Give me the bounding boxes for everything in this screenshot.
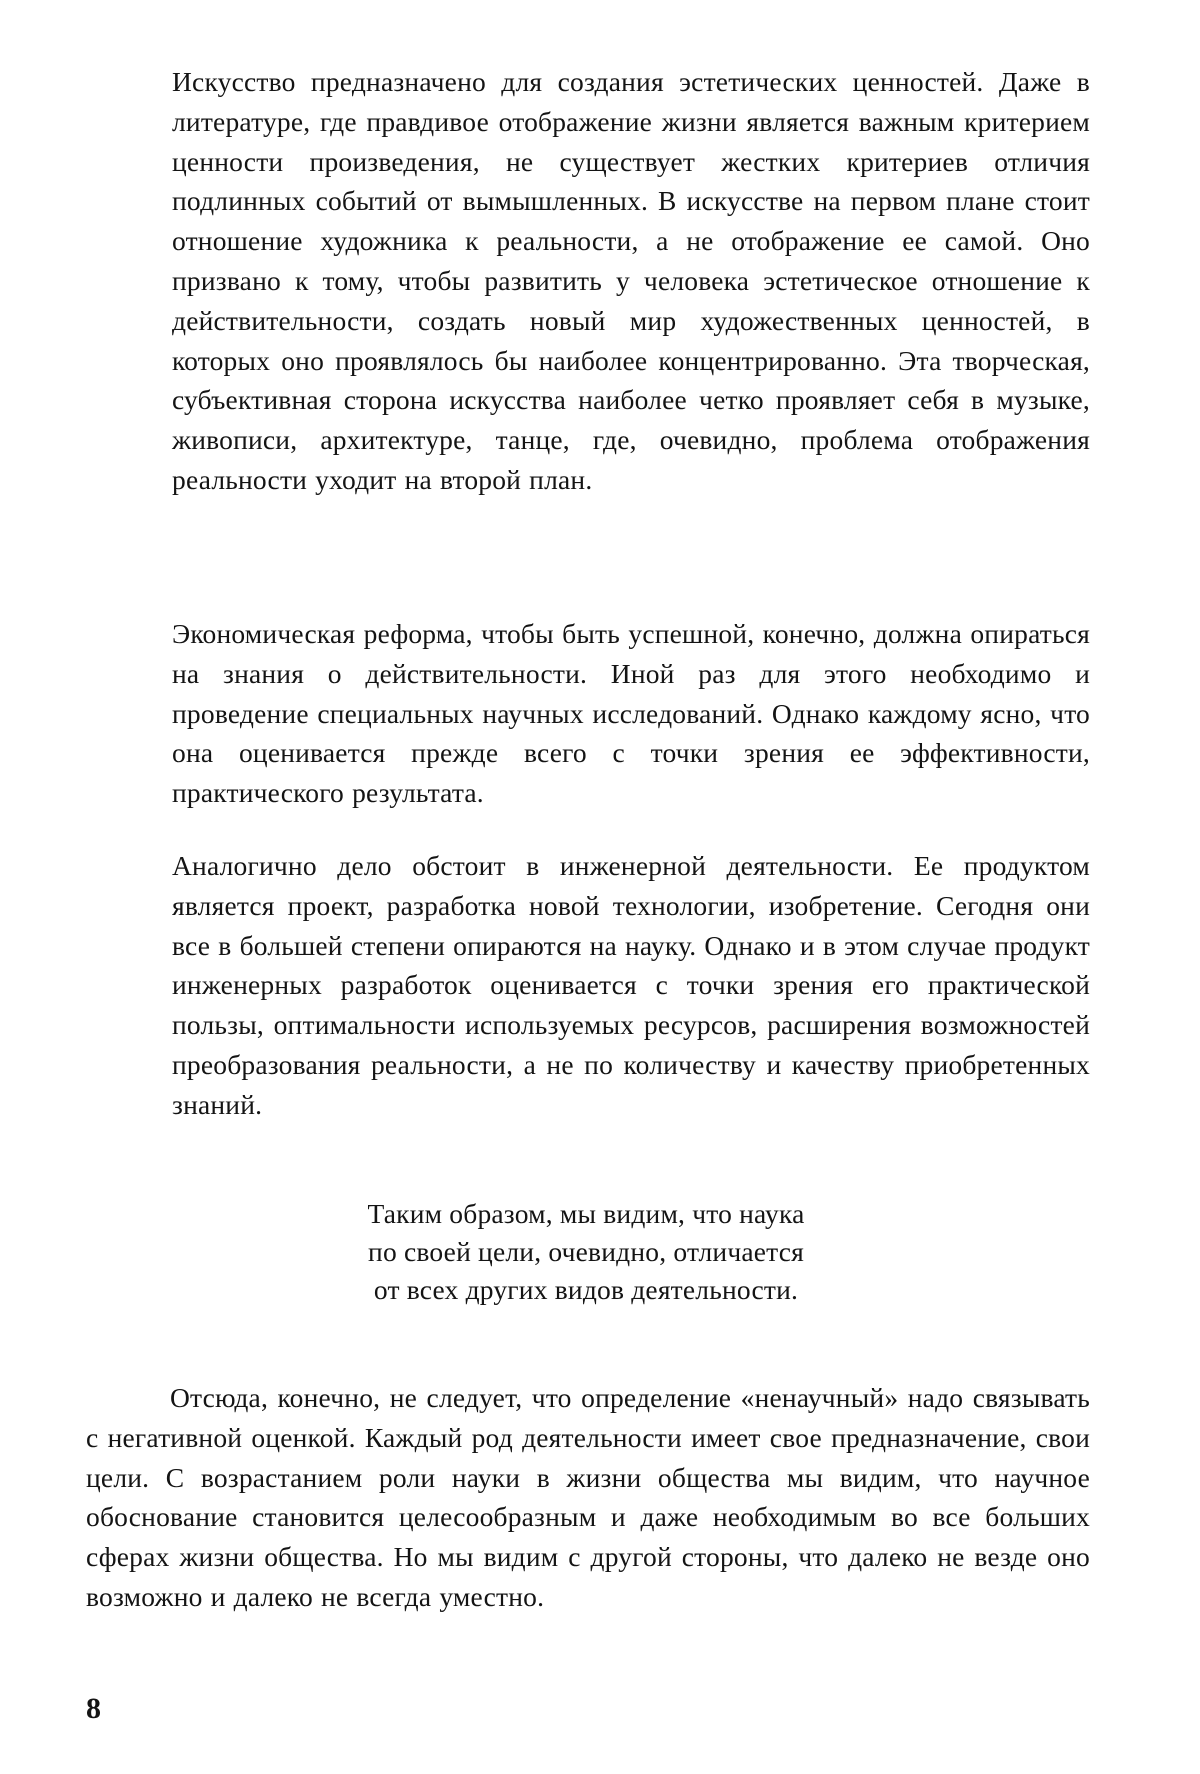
paragraph-art: Искусство предназначено для создания эстетических ценностей. Даже в литературе, где правдивое отображение жизни является важным критерием ценности произведения, не существует жестких критериев отличия подлинных событий от вымышленных. В искусстве на первом плане стоит отношение художника к реальности, а не отображение ее самой. Оно призвано к тому, чтобы развитить у человека эстетическое отношение к действительности, создать новый мир художественных ценностей, в которых оно проявлялось бы наиболее концентрированно. Эта творческая, субъективная сторона искусства наиболее четко проявляет себя в музыке, живописи, архитектуре, танце, где, очевидно, проблема отображения реальности уходит на второй план. [172, 66, 1090, 495]
paragraph-economic-reform: Экономическая реформа, чтобы быть успешной, конечно, должна опираться на знания о действительности. Иной раз для этого необходимо и проведение специальных научных исследований. Однако каждому ясно, что она оценивается прежде всего с точки зрения ее эффективности, практического результата. [172, 618, 1090, 809]
page-number: 8 [86, 1692, 101, 1725]
conclusion-line: от всех других видов деятельности. [373, 1274, 799, 1305]
conclusion-line: Таким образом, мы видим, что наука [367, 1198, 805, 1229]
paragraph-non-scientific: Отсюда, конечно, не следует, что определение «ненаучный» надо связывать с негативной оценкой. Каждый род деятельности имеет свое предназначение, свои цели. С возрастанием роли науки в жизни общества мы видим, что научное обоснование становится целесообразным и даже необходимым во все больших сферах жизни общества. Но мы видим с другой стороны, что далеко не везде оно возможно и далеко не всегда уместно. [86, 1382, 1090, 1612]
conclusion-block [172, 1195, 1000, 1309]
conclusion-line: по своей цели, очевидно, отличается [368, 1236, 804, 1267]
paragraph-engineering: Аналогично дело обстоит в инженерной деятельности. Ее продуктом является проект, разработка новой технологии, изобретение. Сегодня они все в большей степени опираются на науку. Однако и в этом случае продукт инженерных разработок оценивается с точки зрения его практической пользы, оптимальности используемых ресурсов, расширения возможностей преобразования реальности, а не по количеству и качеству приобретенных знаний. [172, 850, 1090, 1120]
